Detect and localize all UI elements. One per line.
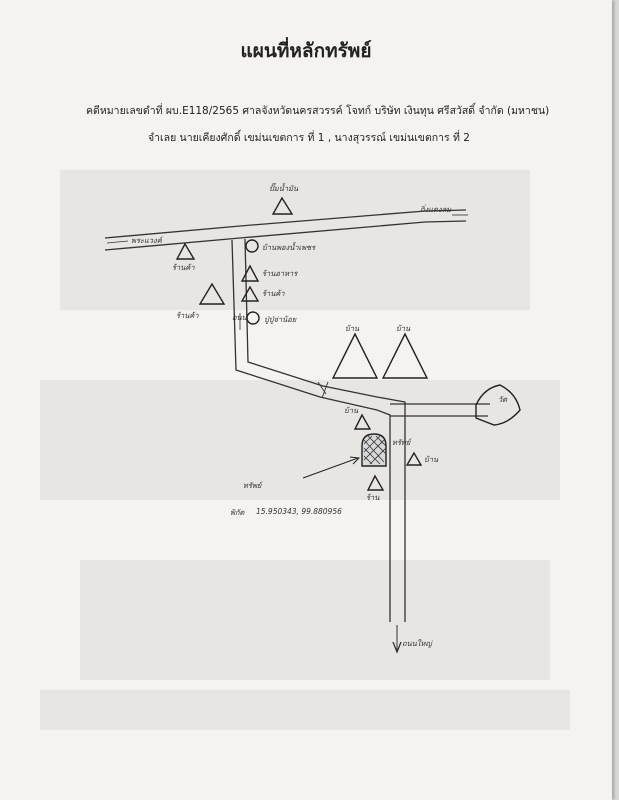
label-road-bottom: ถนนใหญ่ (402, 639, 432, 648)
triangle-right-small (407, 453, 421, 465)
label-junction: บ้าน (344, 406, 359, 415)
triangle-gas-station (273, 198, 292, 214)
label-lower: ร้าน (366, 493, 380, 502)
label-house-1: บ้าน (345, 324, 360, 333)
triangle-lower (368, 476, 383, 490)
label-gas-station: ปั๊มน้ำมัน (269, 184, 299, 193)
label-road-mark: ถนน (232, 313, 247, 322)
label-plot: ทรัพย์ (392, 438, 411, 447)
label-house-2: บ้าน (396, 324, 411, 333)
triangle-shop-left (177, 244, 194, 259)
label-shop-left: ร้านค้า (172, 263, 195, 272)
triangle-big-left (200, 284, 224, 304)
circle-house (246, 240, 258, 252)
triangle-house-1 (333, 334, 377, 378)
label-road-right: กิ่งแดงลม (420, 205, 452, 214)
label-road-left: พระแวงค์ (131, 236, 162, 245)
label-food: ร้านอาหาร (262, 269, 298, 278)
label-plot-coords: 15.950343, 99.880956 (256, 507, 342, 516)
label-big-left: ร้านค้า (176, 311, 199, 320)
triangle-shop (242, 287, 258, 301)
triangle-junction (355, 415, 370, 429)
label-circle-house: บ้านพองน้ำเพชร (262, 243, 316, 252)
case-number-line: คดีหมายเลขดำที่ ผบ.E118/2565 ศาลจังหวัดนครสวรรค์ โจทก์ บริษัท เงินทุน ศรีสวัสดิ์ จำกัด (มหาชน) (86, 105, 550, 117)
label-temple: วัด (498, 395, 508, 404)
label-shrine: ปู่ปู่จ่าน้อย (264, 315, 297, 324)
label-shop: ร้านค้า (262, 289, 285, 298)
label-right-small: บ้าน (424, 455, 439, 464)
triangle-house-2 (383, 334, 427, 378)
defendant-line: จำเลย นายเคียงศักดิ์ เขม่นเขตการ ที่ 1 , นางสุวรรณ์ เขม่นเขตการ ที่ 2 (148, 132, 470, 144)
circle-shrine (247, 312, 259, 324)
label-plot-note: ทรัพย์ (243, 481, 262, 490)
label-plot-coord-prefix: พิกัด (230, 508, 245, 517)
triangle-food (242, 266, 258, 281)
page-title: แผนที่หลักทรัพย์ (240, 40, 372, 62)
property-plot (303, 434, 386, 478)
